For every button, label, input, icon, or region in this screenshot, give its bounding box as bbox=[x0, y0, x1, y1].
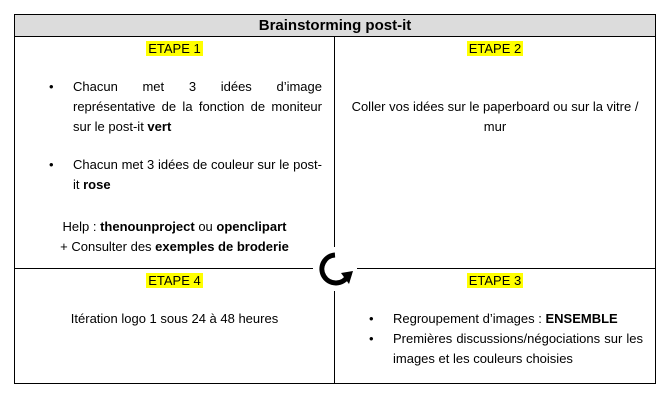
step-3-label: ETAPE 3 bbox=[468, 273, 522, 288]
step-1-list bbox=[15, 77, 334, 195]
step-3-bullet-1-text: Regroupement d’images : bbox=[393, 311, 546, 326]
bullet-icon: • bbox=[49, 157, 54, 172]
step-1-bullet-2-text: Chacun met 3 idées de couleur sur le post-it bbox=[73, 157, 322, 192]
help-link-thenounproject: thenounproject bbox=[100, 219, 195, 234]
help-or: ou bbox=[194, 219, 217, 234]
bullet-icon: • bbox=[369, 331, 374, 346]
step-3-list bbox=[335, 309, 655, 369]
step-2-label: ETAPE 2 bbox=[468, 41, 522, 56]
step-3-bullet-2-text: Premières discussions/négociations sur les images et les couleurs choisies bbox=[393, 331, 643, 366]
list-item bbox=[15, 155, 334, 195]
step-1-bullet-1-text: Chacun met 3 idées d’image représentative de la fonction de moniteur sur le post-it bbox=[73, 79, 322, 134]
table-title: Brainstorming post-it bbox=[15, 15, 655, 37]
step-1-cell bbox=[15, 37, 335, 269]
step-1-bullet-1-bold: vert bbox=[147, 119, 172, 134]
help-block bbox=[15, 217, 334, 257]
help-prefix: Help : bbox=[62, 219, 101, 234]
bullet-icon: • bbox=[369, 311, 374, 326]
step-2-cell bbox=[335, 37, 655, 269]
consult-bold: exemples de broderie bbox=[155, 239, 289, 254]
step-4-cell bbox=[15, 269, 335, 383]
step-1-bullet-2-bold: rose bbox=[83, 177, 111, 192]
step-4-text: Itération logo 1 sous 24 à 48 heures bbox=[70, 311, 279, 326]
step-3-bullet-1-bold: ENSEMBLE bbox=[545, 311, 618, 326]
brainstorming-table bbox=[14, 14, 656, 384]
step-4-label: ETAPE 4 bbox=[148, 273, 201, 288]
step-3-cell bbox=[335, 269, 655, 383]
cycle-arrow-icon bbox=[313, 247, 357, 291]
step-2-text: Coller vos idées sur le paperboard ou sur la vitre / mur bbox=[351, 99, 639, 134]
list-item bbox=[335, 309, 655, 329]
list-item bbox=[335, 329, 655, 369]
help-link-openclipart: openclipart bbox=[216, 219, 287, 234]
bullet-icon: • bbox=[49, 79, 54, 94]
step-1-label: ETAPE 1 bbox=[148, 41, 201, 56]
list-item bbox=[15, 77, 334, 137]
consult-prefix: + Consulter des bbox=[60, 239, 156, 254]
